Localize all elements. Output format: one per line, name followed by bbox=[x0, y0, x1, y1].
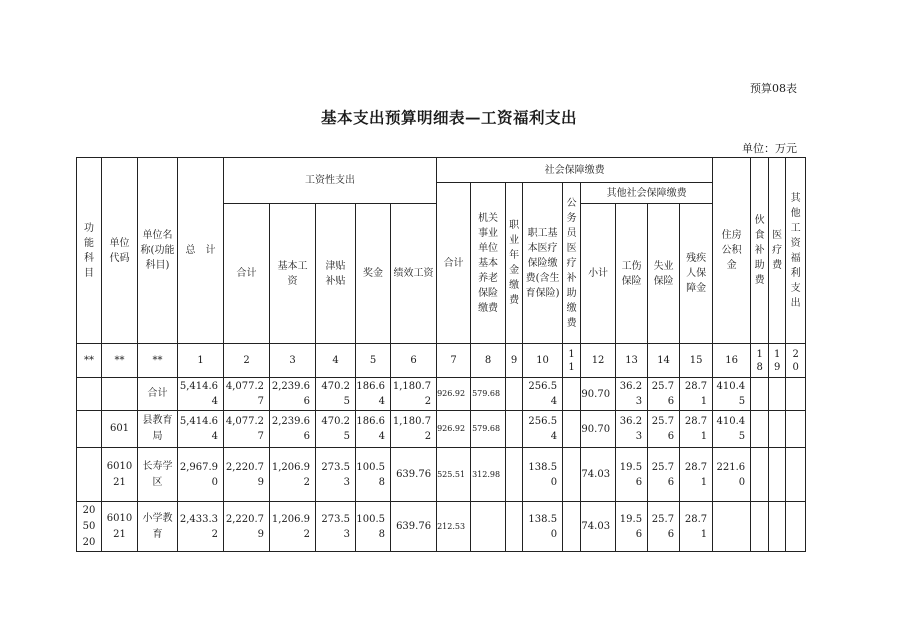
table-cell bbox=[471, 502, 506, 552]
table-cell: 4,077.27 bbox=[224, 378, 270, 411]
table-cell: 100.58 bbox=[356, 448, 391, 502]
header-housing: 住房公积金 bbox=[713, 158, 751, 344]
table-cell: 525.51 bbox=[437, 448, 471, 502]
table-cell bbox=[751, 378, 769, 411]
column-index: 20 bbox=[786, 344, 806, 378]
header-social-total: 合计 bbox=[437, 183, 471, 344]
table-row bbox=[77, 502, 806, 552]
header-meal: 伙食补助费 bbox=[751, 158, 769, 344]
table-cell: 410.45 bbox=[713, 378, 751, 411]
table-cell: 1,180.72 bbox=[391, 378, 437, 411]
table-cell bbox=[769, 448, 786, 502]
unit-label: 单位：万元 bbox=[742, 142, 797, 155]
header-bonus: 奖金 bbox=[356, 204, 391, 344]
table-cell: 2,220.79 bbox=[224, 448, 270, 502]
table-cell: 25.76 bbox=[648, 411, 680, 448]
header-unit-code: 单位代码 bbox=[102, 158, 138, 344]
table-cell: 28.71 bbox=[680, 448, 713, 502]
table-row bbox=[77, 411, 806, 448]
table-cell: 138.50 bbox=[523, 502, 563, 552]
table-cell: 25.76 bbox=[648, 448, 680, 502]
column-index: 5 bbox=[356, 344, 391, 378]
header-medical-exp: 医疗费 bbox=[769, 158, 786, 344]
table-cell: 2,220.79 bbox=[224, 502, 270, 552]
header-unit-name: 单位名称(功能科目) bbox=[138, 158, 178, 344]
table-cell: 25.76 bbox=[648, 502, 680, 552]
column-index: 1 bbox=[178, 344, 224, 378]
table-row bbox=[77, 378, 806, 411]
index-row bbox=[77, 344, 806, 378]
table-cell: 579.68 bbox=[471, 411, 506, 448]
column-index: 18 bbox=[751, 344, 769, 378]
table-cell: 小学教育 bbox=[138, 502, 178, 552]
table-cell: 74.03 bbox=[581, 448, 616, 502]
table-cell: 221.60 bbox=[713, 448, 751, 502]
table-cell: 2,967.90 bbox=[178, 448, 224, 502]
column-index: 10 bbox=[523, 344, 563, 378]
table-cell: 470.25 bbox=[316, 411, 356, 448]
header-func-code: 功能科目 bbox=[77, 158, 102, 344]
table-cell: 926.92 bbox=[437, 378, 471, 411]
table-cell: 19.56 bbox=[616, 448, 648, 502]
table-cell: 205020 bbox=[77, 502, 102, 552]
budget-table bbox=[76, 157, 806, 552]
table-cell: 36.23 bbox=[616, 378, 648, 411]
column-index: 8 bbox=[471, 344, 506, 378]
table-cell: 19.56 bbox=[616, 502, 648, 552]
table-cell bbox=[563, 411, 581, 448]
table-cell: 926.92 bbox=[437, 411, 471, 448]
header-disability: 残疾人保障金 bbox=[680, 204, 713, 344]
table-cell: 410.45 bbox=[713, 411, 751, 448]
table-cell bbox=[769, 378, 786, 411]
table-cell: 2,239.66 bbox=[270, 411, 316, 448]
table-cell bbox=[786, 411, 806, 448]
header-medical: 职工基本医疗保险缴费(含生育保险) bbox=[523, 183, 563, 344]
table-cell bbox=[102, 378, 138, 411]
table-cell: 138.50 bbox=[523, 448, 563, 502]
header-allowance: 津贴补贴 bbox=[316, 204, 356, 344]
table-row bbox=[77, 448, 806, 502]
table-cell: 长寿学区 bbox=[138, 448, 178, 502]
column-index: 13 bbox=[616, 344, 648, 378]
table-cell bbox=[506, 502, 523, 552]
header-wage-total: 合计 bbox=[224, 204, 270, 344]
table-cell: 256.54 bbox=[523, 378, 563, 411]
table-cell: 28.71 bbox=[680, 411, 713, 448]
table-cell: 县教育局 bbox=[138, 411, 178, 448]
table-cell bbox=[786, 502, 806, 552]
table-cell: 28.71 bbox=[680, 378, 713, 411]
form-number: 预算08表 bbox=[750, 82, 797, 95]
header-basic-wage: 基本工资 bbox=[270, 204, 316, 344]
column-index: ** bbox=[102, 344, 138, 378]
table-cell bbox=[77, 411, 102, 448]
table-cell: 2,433.32 bbox=[178, 502, 224, 552]
table-cell bbox=[506, 411, 523, 448]
table-cell: 28.71 bbox=[680, 502, 713, 552]
table-cell: 601021 bbox=[102, 448, 138, 502]
table-cell: 5,414.64 bbox=[178, 411, 224, 448]
table-cell: 25.76 bbox=[648, 378, 680, 411]
table-cell: 601 bbox=[102, 411, 138, 448]
column-index: 15 bbox=[680, 344, 713, 378]
column-index: 7 bbox=[437, 344, 471, 378]
column-index: 19 bbox=[769, 344, 786, 378]
table-cell bbox=[563, 502, 581, 552]
table-cell bbox=[786, 448, 806, 502]
table-cell: 100.58 bbox=[356, 502, 391, 552]
table-cell: 1,206.92 bbox=[270, 448, 316, 502]
header-injury: 工伤保险 bbox=[616, 204, 648, 344]
column-index: 12 bbox=[581, 344, 616, 378]
header-wage-group: 工资性支出 bbox=[224, 158, 437, 204]
table-cell: 1,180.72 bbox=[391, 411, 437, 448]
table-cell: 36.23 bbox=[616, 411, 648, 448]
table-cell: 90.70 bbox=[581, 378, 616, 411]
table-cell bbox=[769, 411, 786, 448]
table-cell: 470.25 bbox=[316, 378, 356, 411]
column-index: 6 bbox=[391, 344, 437, 378]
table-cell bbox=[769, 502, 786, 552]
table-cell: 合计 bbox=[138, 378, 178, 411]
header-social-group: 社会保障缴费 bbox=[437, 158, 713, 183]
header-other-welfare: 其他工资福利支出 bbox=[786, 158, 806, 344]
page-title: 基本支出预算明细表—工资福利支出 bbox=[320, 108, 577, 127]
header-annuity: 职业年金缴费 bbox=[506, 183, 523, 344]
table-cell: 90.70 bbox=[581, 411, 616, 448]
table-cell: 579.68 bbox=[471, 378, 506, 411]
table-cell: 639.76 bbox=[391, 502, 437, 552]
column-index: 4 bbox=[316, 344, 356, 378]
table-cell: 212.53 bbox=[437, 502, 471, 552]
column-index: 16 bbox=[713, 344, 751, 378]
table-cell bbox=[786, 378, 806, 411]
table-cell: 273.53 bbox=[316, 502, 356, 552]
table-cell: 1,206.92 bbox=[270, 502, 316, 552]
table-cell: 5,414.64 bbox=[178, 378, 224, 411]
table-cell bbox=[751, 448, 769, 502]
column-index: ** bbox=[138, 344, 178, 378]
table-cell bbox=[563, 448, 581, 502]
column-index: 9 bbox=[506, 344, 523, 378]
table-cell: 186.64 bbox=[356, 411, 391, 448]
header-civil-medical: 公务员医疗补助缴费 bbox=[563, 183, 581, 344]
table-cell: 273.53 bbox=[316, 448, 356, 502]
header-other-group: 其他社会保障缴费 bbox=[581, 183, 713, 204]
header-unemployment: 失业保险 bbox=[648, 204, 680, 344]
header-other-subtotal: 小计 bbox=[581, 204, 616, 344]
table-cell: 186.64 bbox=[356, 378, 391, 411]
table-cell: 2,239.66 bbox=[270, 378, 316, 411]
table-cell: 601021 bbox=[102, 502, 138, 552]
header-pension: 机关事业单位基本养老保险缴费 bbox=[471, 183, 506, 344]
table-cell: 312.98 bbox=[471, 448, 506, 502]
table-cell bbox=[751, 411, 769, 448]
column-index: 14 bbox=[648, 344, 680, 378]
table-cell: 256.54 bbox=[523, 411, 563, 448]
column-index: 2 bbox=[224, 344, 270, 378]
column-index: 3 bbox=[270, 344, 316, 378]
table-cell: 639.76 bbox=[391, 448, 437, 502]
table-cell bbox=[713, 502, 751, 552]
table-cell bbox=[751, 502, 769, 552]
header-total: 总 计 bbox=[178, 158, 224, 344]
column-index: ** bbox=[77, 344, 102, 378]
table-cell: 4,077.27 bbox=[224, 411, 270, 448]
table-cell bbox=[563, 378, 581, 411]
table-cell: 74.03 bbox=[581, 502, 616, 552]
table-cell bbox=[77, 448, 102, 502]
column-index: 11 bbox=[563, 344, 581, 378]
header-performance: 绩效工资 bbox=[391, 204, 437, 344]
table-cell bbox=[506, 378, 523, 411]
table-cell bbox=[506, 448, 523, 502]
table-cell bbox=[77, 378, 102, 411]
